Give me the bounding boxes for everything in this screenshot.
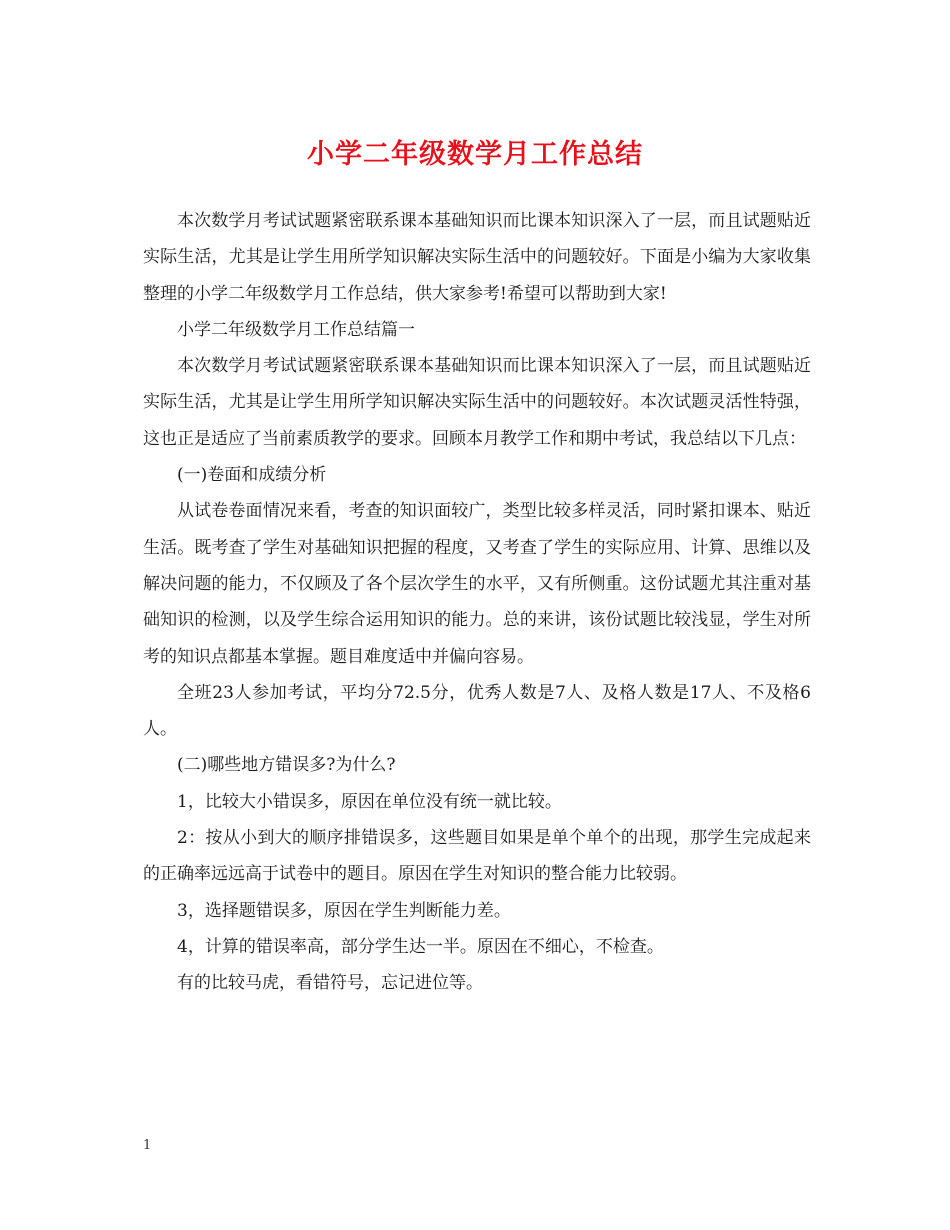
- document-title: 小学二年级数学月工作总结: [307, 139, 643, 170]
- list-item-error-2: 2：按从小到大的顺序排错误多，这些题目如果是单个单个的出现，那学生完成起来的正确率远远高于试卷中的题目。原因在学生对知识的整合能力比较弱。: [143, 828, 811, 885]
- list-item-error-4: 4，计算的错误率高，部分学生达一半。原因在不细心，不检查。: [177, 936, 664, 957]
- document-body: [143, 203, 811, 1002]
- paragraph-careless-errors: 有的比较马虎，看错符号，忘记进位等。: [177, 973, 483, 994]
- page-number: 1: [143, 1138, 152, 1153]
- section-heading-part-one: 小学二年级数学月工作总结篇一: [177, 319, 415, 340]
- list-item-error-1: 1，比较大小错误多，原因在单位没有统一就比较。: [177, 791, 562, 812]
- subheading-score-analysis: (一)卷面和成绩分析: [177, 465, 327, 486]
- paragraph-overview: 本次数学月考试试题紧密联系课本基础知识而比课本知识深入了一层，而且试题贴近实际生活，尤其是让学生用所学知识解决实际生活中的问题较好。本次试题灵活性特强，这也正是适应了当前素质教学的要求。回顾本月教学工作和期中考试，我总结以下几点：: [143, 356, 811, 449]
- paragraph-paper-analysis: 从试卷卷面情况来看，考查的知识面较广，类型比较多样灵活，同时紧扣课本、贴近生活。既考查了学生对基础知识把握的程度，又考查了学生的实际应用、计算、思维以及解决问题的能力，不仅顾及了各个层次学生的水平，又有所侧重。这份试题尤其注重对基础知识的检测，以及学生综合运用知识的能力。总的来讲，该份试题比较浅显，学生对所考的知识点都基本掌握。题目难度适中并偏向容易。: [143, 501, 811, 667]
- paragraph-intro: 本次数学月考试试题紧密联系课本基础知识而比课本知识深入了一层，而且试题贴近实际生活，尤其是让学生用所学知识解决实际生活中的问题较好。下面是小编为大家收集整理的小学二年级数学月工作总结，供大家参考!希望可以帮助到大家!: [143, 211, 811, 304]
- list-item-error-3: 3，选择题错误多，原因在学生判断能力差。: [177, 900, 511, 921]
- subheading-errors: (二)哪些地方错误多?为什么?: [177, 755, 396, 776]
- paragraph-score-stats: 全班23人参加考试，平均分72.5分，优秀人数是7人、及格人数是17人、不及格6人。: [143, 682, 811, 740]
